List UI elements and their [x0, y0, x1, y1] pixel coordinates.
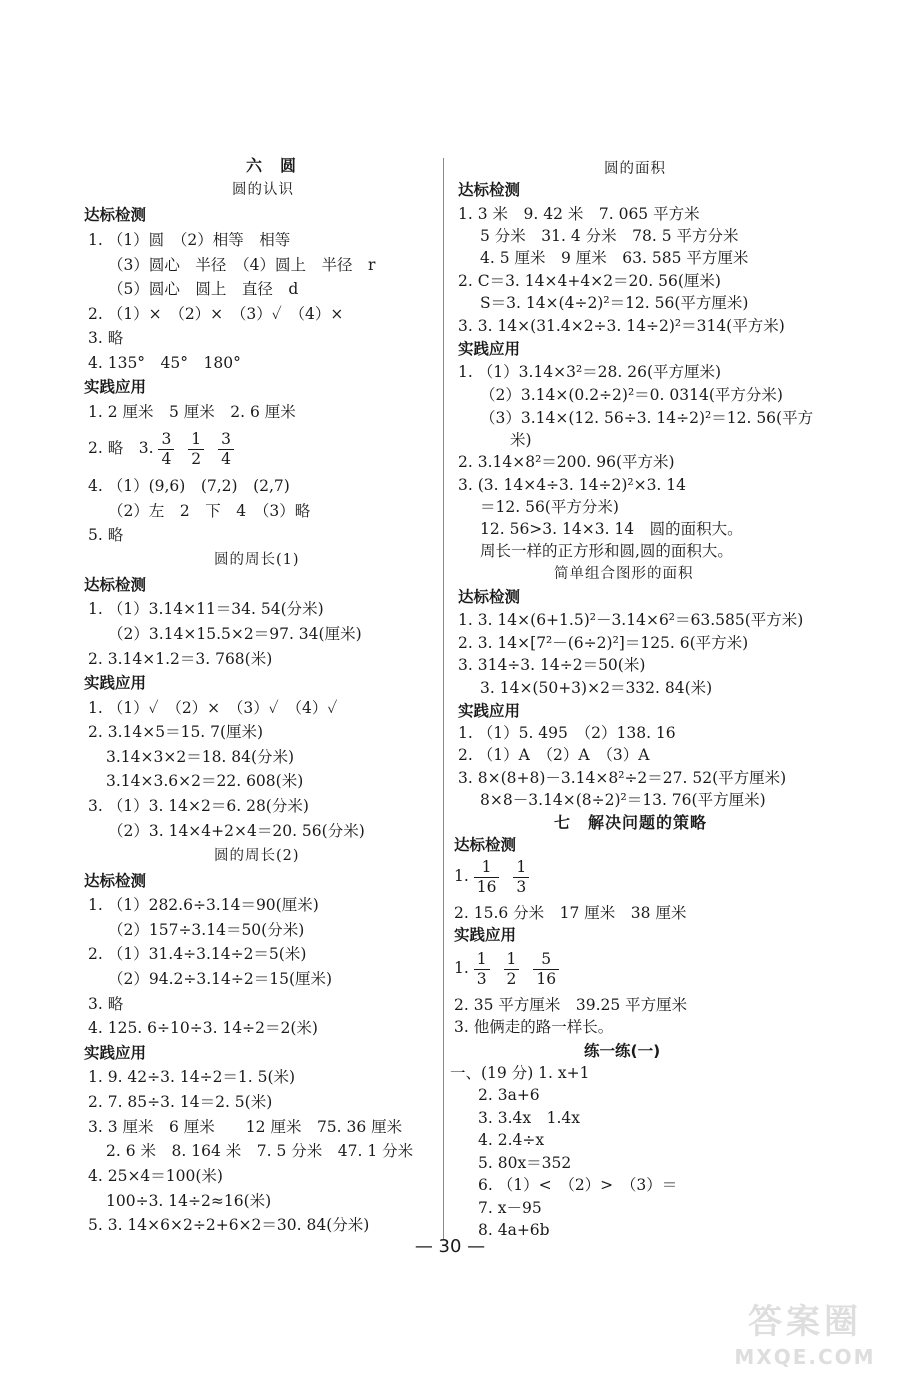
- answer-line: 6. （1）< （2）> （3）＝: [478, 1176, 678, 1194]
- heading-practice: 实践应用: [84, 674, 147, 692]
- answer-line: （3）3.14×(12. 56÷3. 14÷2)²＝12. 56(平方: [480, 409, 814, 427]
- watermark-logo: [720, 1300, 890, 1380]
- answer-line: （2）94.2÷3.14÷2＝15(厘米): [108, 970, 333, 988]
- watermark-url: MXQE.COM: [734, 1345, 876, 1369]
- answer-line: 2. 15.6 分米 17 厘米 38 厘米: [454, 904, 687, 922]
- heading-standard-check: 达标检测: [458, 181, 521, 199]
- fraction-line-prefix: 1.: [454, 959, 469, 977]
- fraction: [474, 950, 490, 989]
- column-divider: [443, 158, 444, 1240]
- answer-line: 3. 略: [88, 995, 124, 1013]
- fraction-answer-line: [454, 854, 538, 898]
- heading-practice: 实践应用: [458, 340, 521, 358]
- answer-line: 2. C＝3. 14×4+4×2＝20. 56(厘米): [458, 272, 721, 290]
- fraction-numerator: 1: [513, 858, 529, 878]
- answer-line: （2）左 2 下 4 （3）略: [108, 502, 311, 520]
- fraction: [188, 430, 204, 469]
- answer-line: 1. （1）✓ （2）× （3）✓ （4）✓: [88, 699, 338, 717]
- answer-line: （2）3. 14×4+2×4＝20. 56(分米): [108, 822, 365, 840]
- fraction: [533, 950, 559, 989]
- answer-line: 5. 3. 14×6×2÷2+6×2＝30. 84(分米): [88, 1216, 370, 1234]
- answer-line: 1. （1）3.14×3²＝28. 26(平方厘米): [458, 363, 722, 381]
- fraction-numerator: 1: [504, 950, 520, 970]
- heading-practice: 实践应用: [454, 926, 517, 944]
- fraction-numerator: 3: [158, 430, 174, 450]
- answer-line: 1. （1）3.14×11＝34. 54(分米): [88, 600, 324, 618]
- fraction: [513, 858, 529, 897]
- heading-standard-check: 达标检测: [454, 836, 517, 854]
- answer-line: 3. 3.4x 1.4x: [478, 1109, 580, 1127]
- answer-line: 2. 3. 14×[7²－(6÷2)²]＝125. 6(平方米): [458, 634, 749, 652]
- heading-standard-check: 达标检测: [84, 206, 147, 224]
- answer-line: 1. （1）圆 （2）相等 相等: [88, 231, 291, 249]
- answer-line: 4. （1）(9,6) (7,2) (2,7): [88, 477, 290, 495]
- fraction-numerator: 1: [474, 858, 500, 878]
- answer-line: 3.14×3×2＝18. 84(分米): [106, 748, 295, 766]
- fraction-denominator: 16: [536, 969, 557, 988]
- answer-line: ＝12. 56(平方分米): [480, 498, 619, 516]
- answer-line: 3. 314÷3. 14÷2＝50(米): [458, 656, 646, 674]
- answer-line: 4. 5 厘米 9 厘米 63. 585 平方厘米: [480, 249, 749, 267]
- heading-standard-check: 达标检测: [458, 588, 521, 606]
- fraction-numerator: 1: [188, 430, 204, 450]
- answer-line: 2. 35 平方厘米 39.25 平方厘米: [454, 996, 688, 1014]
- fraction-line-prefix: 1.: [454, 867, 469, 885]
- answer-line: 1. 9. 42÷3. 14÷2＝1. 5(米): [88, 1068, 296, 1086]
- fraction-numerator: 5: [533, 950, 559, 970]
- answer-line: 1. 3. 14×(6+1.5)²－3.14×6²＝63.585(平方米): [458, 611, 804, 629]
- answer-line: 1. （1）282.6÷3.14＝90(厘米): [88, 896, 319, 914]
- section-title-circle-basics: 圆的认识: [232, 182, 294, 198]
- answer-line: 1. 3 米 9. 42 米 7. 065 平方米: [458, 205, 700, 223]
- answer-line: 7. x－95: [478, 1199, 542, 1217]
- answer-line: 2. 3.14×1.2＝3. 768(米): [88, 650, 273, 668]
- answer-line: 4. 135° 45° 180°: [88, 354, 241, 372]
- answer-line: 3.14×3.6×2＝22. 608(米): [106, 772, 304, 790]
- answer-line: 100÷3. 14÷2≈16(米): [106, 1192, 272, 1210]
- section-title-circle-area: 圆的面积: [604, 161, 666, 177]
- answer-line: 4. 25×4＝100(米): [88, 1167, 223, 1185]
- fraction-answer-line: [88, 426, 243, 470]
- answer-line: 5 分米 31. 4 分米 78. 5 平方分米: [480, 227, 739, 245]
- section-title-practice-1: 练一练(一): [584, 1042, 661, 1060]
- answer-line: 3. （1）3. 14×2＝6. 28(分米): [88, 797, 309, 815]
- answer-line: 8. 4a+6b: [478, 1221, 550, 1239]
- answer-line: 2. （1）A （2）A （3）A: [458, 746, 650, 764]
- answer-line: 2. （1）× （2）× （3）✓ （4）×: [88, 305, 344, 323]
- answer-line: （2）3.14×(0.2÷2)²＝0. 0314(平方分米): [480, 386, 783, 404]
- heading-practice: 实践应用: [84, 1044, 147, 1062]
- fraction-numerator: 1: [474, 950, 490, 970]
- fraction-denominator: 4: [221, 449, 231, 468]
- fraction: [504, 950, 520, 989]
- answer-line: 米): [510, 431, 532, 449]
- answer-line: 12. 56>3. 14×3. 14 圆的面积大。: [480, 520, 743, 538]
- answer-line: 3. (3. 14×4÷3. 14÷2)²×3. 14: [458, 476, 687, 494]
- fraction-denominator: 16: [476, 877, 497, 896]
- answer-line: 5. 略: [88, 526, 124, 544]
- answer-line: 4. 125. 6÷10÷3. 14÷2＝2(米): [88, 1019, 318, 1037]
- section-title-circumference-2: 圆的周长(2): [214, 848, 300, 864]
- fraction-denominator: 2: [506, 969, 517, 988]
- answer-line: 3. 3. 14×(31.4×2÷3. 14÷2)²＝314(平方米): [458, 317, 785, 335]
- heading-standard-check: 达标检测: [84, 576, 147, 594]
- section-title-circumference-1: 圆的周长(1): [214, 552, 300, 568]
- answer-line: 1. 2 厘米 5 厘米 2. 6 厘米: [88, 403, 296, 421]
- section-title-composite-area: 简单组合图形的面积: [554, 566, 694, 582]
- answer-line: 2. 7. 85÷3. 14＝2. 5(米): [88, 1093, 273, 1111]
- answer-line: 5. 80x＝352: [478, 1154, 572, 1172]
- fraction-denominator: 4: [161, 449, 172, 468]
- answer-line: S＝3. 14×(4÷2)²＝12. 56(平方厘米): [480, 294, 749, 312]
- answer-line: 3. 他俩走的路一样长。: [454, 1018, 614, 1036]
- answer-line: （3）圆心 半径 （4）圆上 半径 r: [108, 256, 376, 274]
- answer-line: 2. 3.14×8²＝200. 96(平方米): [458, 453, 675, 471]
- fraction-line-prefix: 2. 略 3.: [88, 439, 154, 457]
- fraction-denominator: 3: [516, 877, 527, 896]
- answer-line: 2. 6 米 8. 164 米 7. 5 分米 47. 1 分米: [106, 1142, 414, 1160]
- fraction: [474, 858, 500, 897]
- heading-standard-check: 达标检测: [84, 872, 147, 890]
- answer-line: 周长一样的正方形和圆,圆的面积大。: [480, 542, 733, 560]
- answer-line: 2. 3a+6: [478, 1086, 540, 1104]
- chapter-title-7: 七 解决问题的策略: [554, 813, 708, 832]
- fraction-denominator: 2: [191, 449, 202, 468]
- answer-line: （2）3.14×15.5×2＝97. 34(厘米): [108, 625, 362, 643]
- fraction: [218, 430, 234, 469]
- fraction: [158, 430, 174, 469]
- answer-line: 3. 8×(8+8)－3.14×8²÷2＝27. 52(平方厘米): [458, 769, 787, 787]
- answer-line: 3. 14×(50+3)×2＝332. 84(米): [480, 679, 713, 697]
- answer-line: 8×8－3.14×(8÷2)²＝13. 76(平方厘米): [480, 791, 766, 809]
- chapter-title-6: 六 圆: [246, 156, 298, 175]
- fraction-answer-line: [454, 946, 568, 990]
- answer-line: 1. （1）5. 495 （2）138. 16: [458, 724, 676, 742]
- answer-line: （5）圆心 圆上 直径 d: [108, 280, 299, 298]
- fraction-numerator: 3: [218, 430, 234, 450]
- answer-line: 4. 2.4÷x: [478, 1131, 545, 1149]
- answer-line: 3. 略: [88, 329, 124, 347]
- page-number: — 30 —: [414, 1236, 486, 1257]
- answer-line: 一、(19 分) 1. x+1: [450, 1064, 590, 1082]
- answer-line: 2. 3.14×5＝15. 7(厘米): [88, 723, 264, 741]
- watermark-text: 答案圈: [748, 1302, 862, 1342]
- fraction-denominator: 3: [476, 969, 487, 988]
- answer-line: 2. （1）31.4÷3.14÷2＝5(米): [88, 945, 307, 963]
- answer-line: 3. 3 厘米 6 厘米 12 厘米 75. 36 厘米: [88, 1118, 403, 1136]
- heading-practice: 实践应用: [84, 378, 147, 396]
- heading-practice: 实践应用: [458, 702, 521, 720]
- answer-line: （2）157÷3.14＝50(分米): [108, 921, 305, 939]
